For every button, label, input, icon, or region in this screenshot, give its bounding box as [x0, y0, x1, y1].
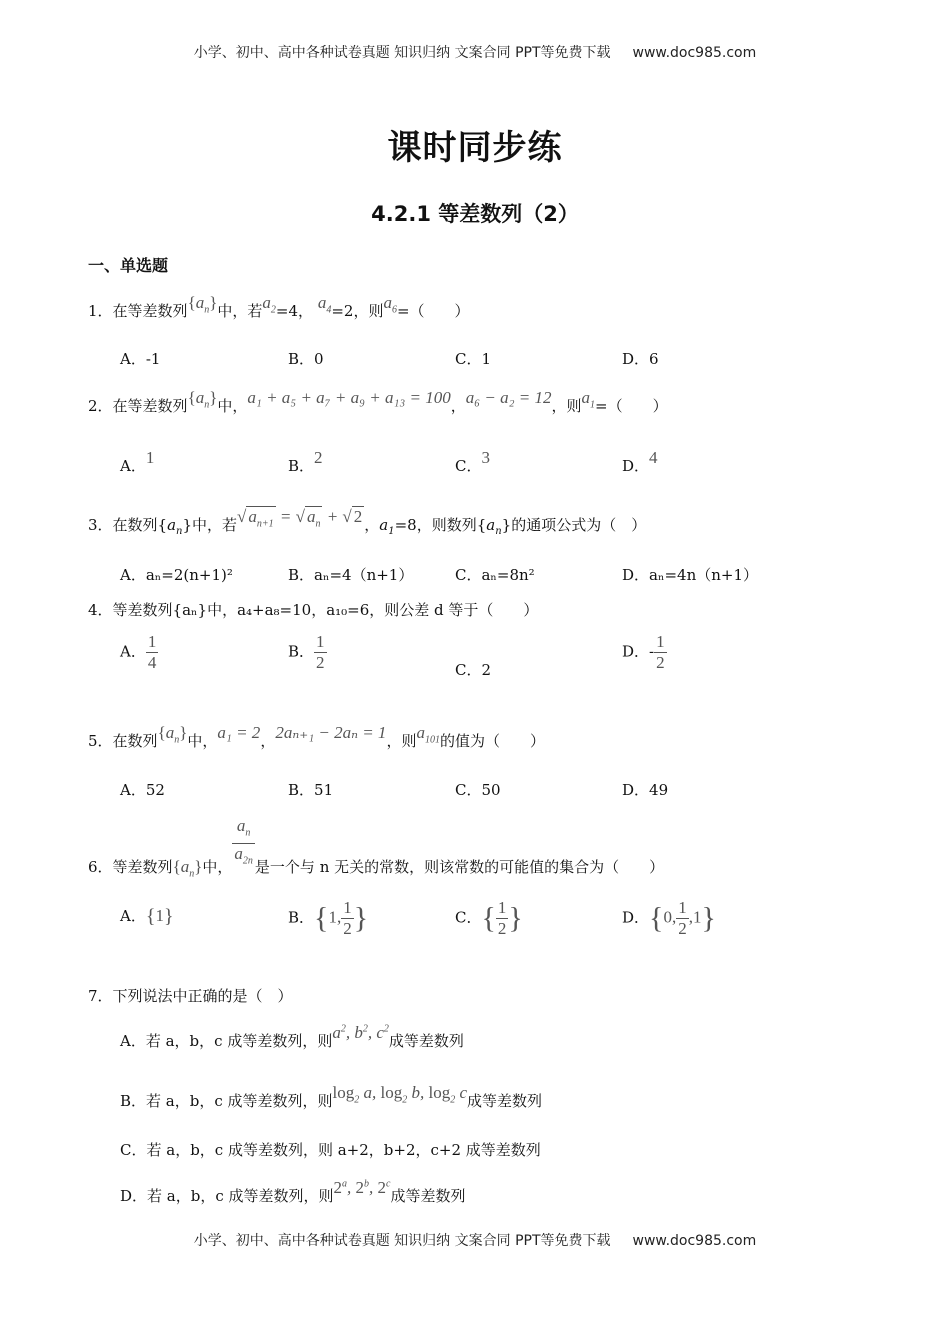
q3-option-d[interactable]: D．aₙ=4n（n+1） [622, 566, 759, 584]
question-2: 2．在等差数列$\{a_n\}$中，a₁ + a₅ + a₇ + a₉ + a₁₃ = 100，a₆ − a₂ = 12，则$a_1=$（ ） [88, 388, 668, 415]
q5-option-a[interactable]: A．52 [120, 781, 165, 799]
q1-option-b[interactable]: B．0 [288, 350, 324, 368]
page-title: 课时同步练 [387, 128, 563, 168]
footer-url[interactable]: www.doc985.com [632, 1233, 757, 1249]
q6-option-c[interactable]: C．{ $\frac{1}{2}$ } [455, 898, 523, 938]
q4-option-c[interactable]: C．2 [455, 661, 492, 679]
header-url[interactable]: www.doc985.com [632, 45, 757, 61]
footer-text: 小学、初中、高中各种试卷真题 知识归纳 文案合同 PPT等免费下载 [193, 1233, 611, 1249]
q6-option-d[interactable]: D．{0, $\frac{1}{2}$ ,1} [622, 898, 716, 938]
q6-option-b[interactable]: B．{1, $\frac{1}{2}$ } [288, 898, 369, 938]
q1-option-c[interactable]: C．1 [455, 350, 492, 368]
q7-option-d[interactable]: D．若 a，b，c 成等差数列，则2$^a$, 2$^b$, 2$^c$成等差数列 [120, 1178, 466, 1205]
q6-option-a[interactable]: A．{1} [120, 905, 174, 928]
q2-option-d[interactable]: D．4 [622, 448, 658, 475]
question-3: 3．在数列$\{a_n\}$中，若√ $a_{n+1}$ = √ $a_n$ + √ 2 ，$a_1=8$，则数列$\{a_n\}$的通项公式为（ ） [88, 507, 647, 537]
q2-option-c[interactable]: C．3 [455, 448, 490, 475]
question-4: 4．等差数列{aₙ}中，a₄+a₈=10，a₁₀=6，则公差 d 等于（ ） [88, 601, 539, 619]
page-header [0, 42, 950, 62]
question-5: 5．在数列$\{a_n\}$中，a₁ = 2，2aₙ₊₁ − 2aₙ = 1，则$a_{101}$的值为（ ） [88, 723, 545, 750]
page-subtitle: 4.2.1 等差数列（2） [371, 202, 579, 226]
question-7: 7．下列说法中正确的是（ ） [88, 987, 293, 1005]
q4-option-a[interactable]: A． $\frac{1}{4}$ [120, 632, 157, 672]
q2-option-b[interactable]: B．2 [288, 448, 323, 475]
q4-option-d[interactable]: D．- $\frac{1}{2}$ [622, 632, 665, 672]
q7-option-b[interactable]: B．若 a，b，c 成等差数列，则$\log_2 a$, $\log_2 b$, $\log_2 c$成等差数列 [120, 1083, 543, 1110]
q5-option-b[interactable]: B．51 [288, 781, 334, 799]
question-1: 1．在等差数列$\{a_n\}$中，若$a_2=4$， $a_4=2$，则$a_6=$（ ） [88, 293, 470, 320]
q5-option-d[interactable]: D．49 [622, 781, 669, 799]
header-text: 小学、初中、高中各种试卷真题 知识归纳 文案合同 PPT等免费下载 [193, 45, 611, 61]
q3-option-b[interactable]: B．aₙ=4（n+1） [288, 566, 414, 584]
q5-option-c[interactable]: C．50 [455, 781, 501, 799]
q4-option-b[interactable]: B． $\frac{1}{2}$ [288, 632, 325, 672]
q1-option-a[interactable]: A．-1 [120, 350, 161, 368]
q3-option-a[interactable]: A．aₙ=2(n+1)² [120, 566, 233, 584]
q2-option-a[interactable]: A．1 [120, 448, 155, 475]
page-footer [0, 1230, 950, 1250]
section-heading: 一、单选题 [88, 256, 169, 275]
q1-option-d[interactable]: D．6 [622, 350, 659, 368]
question-6: 6．等差数列$\{a_n\}$中， $\frac{a_n}{a_{2n}}$ 是一个与 n 无关的常数，则该常数的可能值的集合为（ ） [88, 816, 665, 880]
q7-option-a[interactable]: A．若 a，b，c 成等差数列，则$a^2$, $b^2$, $c^2$成等差数列 [120, 1023, 464, 1050]
q3-option-c[interactable]: C．aₙ=8n² [455, 566, 535, 584]
q7-option-c[interactable]: C．若 a，b，c 成等差数列，则 a+2，b+2，c+2 成等差数列 [120, 1141, 541, 1159]
